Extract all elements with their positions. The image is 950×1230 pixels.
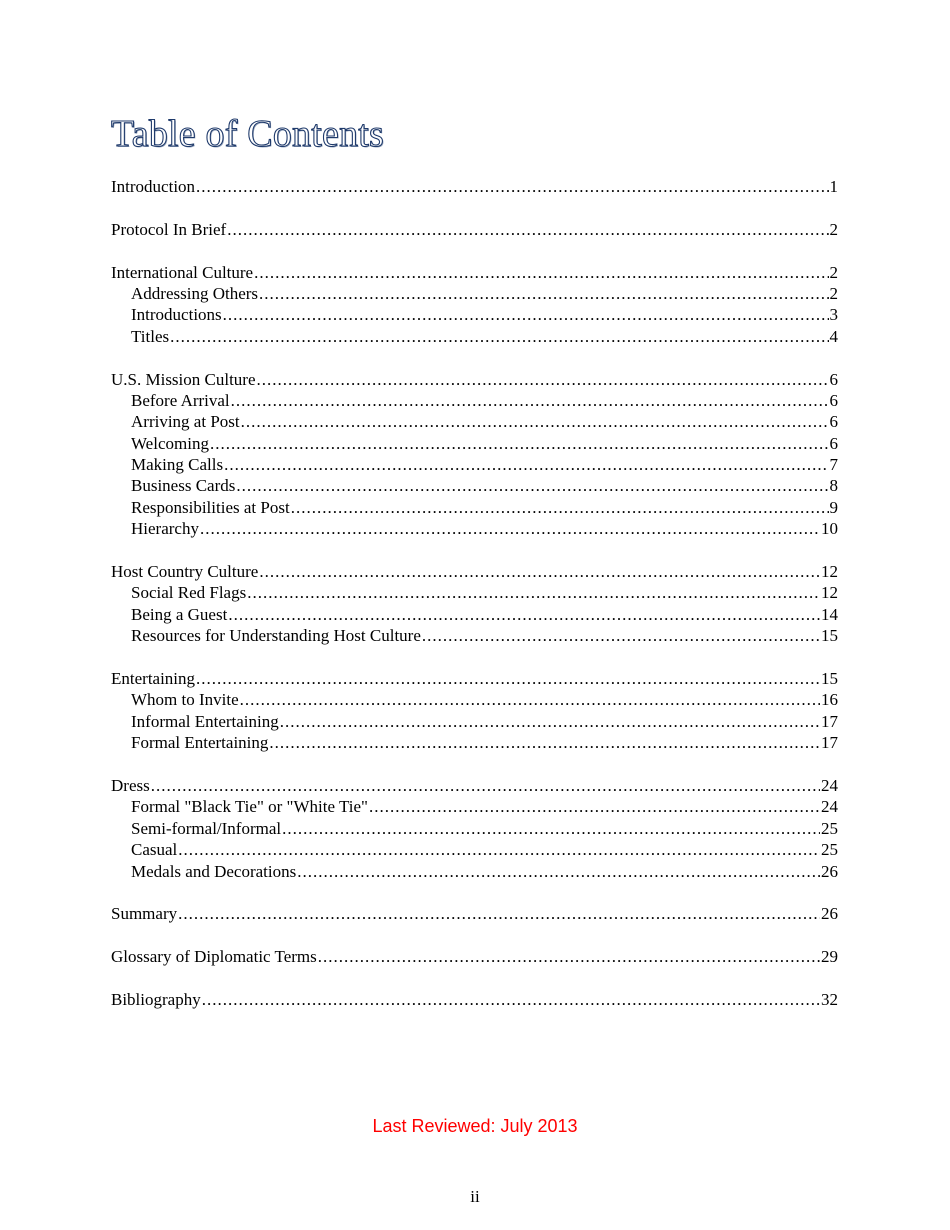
toc-entry-page-number: 7 bbox=[829, 455, 838, 475]
toc-spacer bbox=[111, 967, 838, 988]
toc-entry-label: Introduction bbox=[111, 177, 196, 196]
toc-dot-leader bbox=[269, 732, 820, 753]
toc-dot-leader bbox=[210, 433, 829, 454]
toc-entry-subsection[interactable] bbox=[111, 604, 838, 625]
toc-entry-section[interactable] bbox=[111, 946, 838, 967]
toc-entry-page-number: 17 bbox=[821, 733, 838, 753]
toc-entry-label: Dress bbox=[111, 775, 150, 795]
toc-entry-section[interactable] bbox=[111, 903, 838, 924]
toc-entry-page-number: 1 bbox=[829, 177, 838, 196]
toc-entry-subsection[interactable] bbox=[111, 454, 838, 475]
toc-entry-subsection[interactable] bbox=[111, 475, 838, 496]
toc-entry-label: Formal "Black Tie" or "White Tie" bbox=[131, 797, 368, 817]
toc-entry-section[interactable] bbox=[111, 219, 838, 240]
toc-entry-label: Being a Guest bbox=[131, 604, 228, 624]
toc-entry-page-number: 15 bbox=[821, 668, 838, 688]
toc-entry-section[interactable] bbox=[111, 775, 838, 796]
toc-dot-leader bbox=[282, 818, 820, 839]
toc-entry-subsection[interactable] bbox=[111, 390, 838, 411]
toc-dot-leader bbox=[202, 989, 820, 1010]
toc-spacer bbox=[111, 540, 838, 561]
toc-entry-subsection[interactable] bbox=[111, 732, 838, 753]
toc-entry-label: Entertaining bbox=[111, 668, 196, 688]
toc-entry-page-number: 16 bbox=[821, 690, 838, 710]
toc-dot-leader bbox=[178, 839, 820, 860]
toc-dot-leader bbox=[422, 625, 820, 646]
toc-entry-page-number: 17 bbox=[821, 711, 838, 731]
toc-spacer bbox=[111, 925, 838, 946]
toc-entry-label: Protocol In Brief bbox=[111, 219, 227, 239]
toc-dot-leader bbox=[240, 689, 820, 710]
toc-entry-page-number: 14 bbox=[821, 604, 838, 624]
toc-entry-section[interactable] bbox=[111, 176, 838, 197]
toc-dot-leader bbox=[200, 518, 820, 539]
toc-entry-subsection[interactable] bbox=[111, 711, 838, 732]
toc-dot-leader bbox=[178, 903, 820, 924]
toc-entry-label: Host Country Culture bbox=[111, 562, 259, 582]
toc-dot-leader bbox=[241, 411, 829, 432]
toc-dot-leader bbox=[170, 326, 828, 347]
toc-dot-leader bbox=[280, 711, 820, 732]
toc-entry-label: Glossary of Diplomatic Terms bbox=[111, 947, 317, 967]
last-reviewed-note: Last Reviewed: July 2013 bbox=[372, 1116, 578, 1136]
toc-entry-page-number: 6 bbox=[829, 390, 838, 410]
toc-entry-label: Addressing Others bbox=[131, 283, 259, 303]
toc-dot-leader bbox=[196, 668, 820, 689]
toc-entry-subsection[interactable] bbox=[111, 411, 838, 432]
toc-dot-leader bbox=[224, 454, 828, 475]
toc-spacer bbox=[111, 240, 838, 261]
toc-spacer bbox=[111, 754, 838, 775]
toc-entry-subsection[interactable] bbox=[111, 689, 838, 710]
toc-entry-subsection[interactable] bbox=[111, 497, 838, 518]
toc-entry-section[interactable] bbox=[111, 668, 838, 689]
toc-entry-subsection[interactable] bbox=[111, 518, 838, 539]
toc-dot-leader bbox=[196, 176, 828, 197]
toc-entry-subsection[interactable] bbox=[111, 861, 838, 882]
toc-entry-label: Medals and Decorations bbox=[131, 861, 297, 881]
toc-entry-subsection[interactable] bbox=[111, 796, 838, 817]
page-number: ii bbox=[470, 1187, 480, 1206]
toc-entry-label: Arriving at Post bbox=[131, 412, 240, 432]
toc-entry-label: Making Calls bbox=[131, 455, 224, 475]
toc-entry-page-number: 2 bbox=[829, 262, 838, 282]
toc-entry-section[interactable] bbox=[111, 369, 838, 390]
toc-entry-label: Business Cards bbox=[131, 476, 236, 496]
toc-entry-label: Resources for Understanding Host Culture bbox=[131, 626, 421, 646]
toc-dot-leader bbox=[223, 304, 829, 325]
page-title: Table of Contents bbox=[111, 113, 385, 155]
toc-entry-label: Introductions bbox=[131, 305, 222, 325]
toc-entry-subsection[interactable] bbox=[111, 625, 838, 646]
toc-entry-label: Bibliography bbox=[111, 989, 201, 1009]
toc-entry-subsection[interactable] bbox=[111, 839, 838, 860]
toc-entry-label: Hierarchy bbox=[131, 519, 199, 539]
toc-entry-section[interactable] bbox=[111, 262, 838, 283]
toc-dot-leader bbox=[228, 604, 820, 625]
toc-entry-section[interactable] bbox=[111, 989, 838, 1010]
toc-entry-page-number: 2 bbox=[829, 283, 838, 303]
toc-entry-section[interactable] bbox=[111, 561, 838, 582]
toc-dot-leader bbox=[369, 796, 820, 817]
toc-entry-page-number: 29 bbox=[821, 947, 838, 967]
toc-dot-leader bbox=[151, 775, 820, 796]
toc-entry-subsection[interactable] bbox=[111, 283, 838, 304]
toc-dot-leader bbox=[259, 283, 828, 304]
toc-entry-page-number: 24 bbox=[821, 775, 838, 795]
toc-spacer bbox=[111, 647, 838, 668]
toc-entry-label: Welcoming bbox=[131, 433, 209, 453]
toc-entry-page-number: 25 bbox=[821, 840, 838, 860]
toc-dot-leader bbox=[291, 497, 829, 518]
toc-entry-page-number: 6 bbox=[829, 369, 838, 389]
toc-entry-label: International Culture bbox=[111, 262, 254, 282]
toc-entry-page-number: 15 bbox=[821, 626, 838, 646]
toc-entry-label: Casual bbox=[131, 840, 178, 860]
toc-spacer bbox=[111, 347, 838, 368]
toc-entry-label: Whom to Invite bbox=[131, 690, 239, 710]
toc-entry-label: Informal Entertaining bbox=[131, 711, 279, 731]
toc-entry-page-number: 32 bbox=[821, 989, 838, 1009]
toc-dot-leader bbox=[297, 861, 820, 882]
toc-entry-label: Formal Entertaining bbox=[131, 733, 269, 753]
toc-entry-subsection[interactable] bbox=[111, 818, 838, 839]
toc-dot-leader bbox=[236, 475, 828, 496]
toc-spacer bbox=[111, 882, 838, 903]
toc-entry-page-number: 9 bbox=[829, 497, 838, 517]
toc-entry-page-number: 4 bbox=[829, 326, 838, 346]
toc-entry-page-number: 6 bbox=[829, 433, 838, 453]
toc-spacer bbox=[111, 197, 838, 218]
toc-entry-label: Social Red Flags bbox=[131, 583, 247, 603]
toc-entry-label: Titles bbox=[131, 326, 170, 346]
toc-entry-page-number: 8 bbox=[829, 476, 838, 496]
toc-dot-leader bbox=[254, 262, 828, 283]
toc-entry-page-number: 10 bbox=[821, 519, 838, 539]
toc-entry-page-number: 6 bbox=[829, 412, 838, 432]
toc-entry-page-number: 25 bbox=[821, 818, 838, 838]
toc-dot-leader bbox=[259, 561, 820, 582]
toc-entry-subsection[interactable] bbox=[111, 326, 838, 347]
toc-entry-subsection[interactable] bbox=[111, 304, 838, 325]
toc-entry-label: Before Arrival bbox=[131, 390, 230, 410]
toc-entry-label: Responsibilities at Post bbox=[131, 497, 290, 517]
toc-entry-page-number: 12 bbox=[821, 562, 838, 582]
toc-entry-subsection[interactable] bbox=[111, 433, 838, 454]
toc-entry-page-number: 26 bbox=[821, 904, 838, 924]
table-of-contents bbox=[111, 176, 838, 1010]
toc-entry-label: Semi-formal/Informal bbox=[131, 818, 282, 838]
toc-entry-page-number: 12 bbox=[821, 583, 838, 603]
toc-dot-leader bbox=[231, 390, 829, 411]
toc-entry-page-number: 2 bbox=[829, 219, 838, 239]
toc-entry-page-number: 3 bbox=[829, 305, 838, 325]
toc-entry-subsection[interactable] bbox=[111, 582, 838, 603]
toc-entry-page-number: 26 bbox=[821, 861, 838, 881]
toc-dot-leader bbox=[247, 582, 820, 603]
toc-dot-leader bbox=[318, 946, 820, 967]
toc-dot-leader bbox=[257, 369, 829, 390]
toc-dot-leader bbox=[227, 219, 828, 240]
toc-entry-page-number: 24 bbox=[821, 797, 838, 817]
toc-entry-label: U.S. Mission Culture bbox=[111, 369, 256, 389]
toc-entry-label: Summary bbox=[111, 904, 178, 924]
